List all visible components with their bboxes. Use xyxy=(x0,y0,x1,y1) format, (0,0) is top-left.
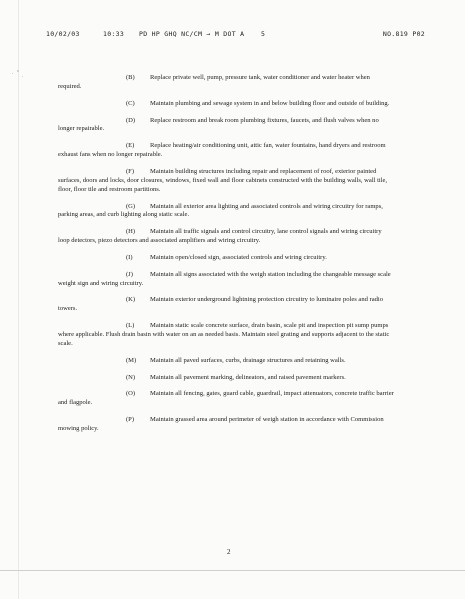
item-text: Maintain all fencing, gates, guard cable, guardrail, impact attenuators, concrete traffic barrier and flagpole. xyxy=(58,390,394,407)
list-item xyxy=(58,254,394,263)
scan-edge xyxy=(18,0,19,599)
item-text: Maintain all exterior area lighting and associated controls and wiring circuitry for ramps, parking areas, and curb lighting along static scale. xyxy=(58,202,383,219)
fax-number: NO.819 P02 xyxy=(382,30,425,38)
scan-speck xyxy=(22,76,23,77)
item-letter: (C) xyxy=(126,99,135,107)
list-item xyxy=(58,416,394,434)
list-item xyxy=(58,322,394,349)
item-text: Maintain all pavement marking, delineators, and raised pavement markers. xyxy=(150,373,346,381)
item-text: Maintain exterior underground lightning protection circuitry to luminaire poles and radio towers. xyxy=(58,296,383,313)
item-letter: (L) xyxy=(126,322,135,330)
item-text: Replace heating/air conditioning unit, attic fan, water fountains, hand dryers and restroom exhaust fans when no longer repairable. xyxy=(58,142,386,159)
item-letter: (P) xyxy=(126,416,135,424)
list-item xyxy=(58,142,394,160)
scan-speck xyxy=(12,73,13,74)
fax-sender: PD HP GHQ NC/CM → M DOT A xyxy=(139,30,245,38)
item-text: Maintain all traffic signals and control circuitry, lane control signals and wiring circuitry loop detectors, piezo detectors and associated amplifiers and wiring circuitry. xyxy=(58,228,382,245)
item-text: Replace restroom and break room plumbing fixtures, faucets, and flush valves when no longer repairable. xyxy=(58,116,379,133)
item-letter: (D) xyxy=(126,116,136,124)
item-letter: (J) xyxy=(126,270,133,278)
item-letter: (H) xyxy=(126,228,136,236)
item-letter: (O) xyxy=(126,390,136,398)
item-text: Maintain all paved surfaces, curbs, drainage structures and retaining walls. xyxy=(150,356,346,364)
fax-time: 10:33 xyxy=(103,30,125,38)
item-text: Maintain all signs associated with the weigh station including the changeable message scale weight sign and wiring circuitry. xyxy=(58,270,391,287)
list-item xyxy=(58,228,394,246)
item-letter: (E) xyxy=(126,142,135,150)
fax-page: 5 xyxy=(261,30,266,38)
item-letter: (N) xyxy=(126,373,136,381)
item-text: Maintain open/closed sign, associated controls and wiring circuitry. xyxy=(150,253,327,261)
list-item xyxy=(58,374,394,383)
list-item xyxy=(58,74,394,92)
item-letter: (B) xyxy=(126,74,135,81)
list-item xyxy=(58,117,394,135)
list-item xyxy=(58,100,394,109)
document-body xyxy=(58,74,394,442)
item-letter: (M) xyxy=(126,356,137,364)
item-text: Maintain building structures including repair and replacement of roof, exterior painted surfaces, doors and locks, door closures, windows, fixed wall and floor cabinets constructed with the building walls, wall tile, floor, floor tile and restroom partitions. xyxy=(58,167,388,193)
item-letter: (F) xyxy=(126,167,135,175)
list-item xyxy=(58,271,394,289)
item-text: Maintain grassed area around perimeter of weigh station in accordance with Commission mowing policy. xyxy=(58,416,384,432)
page-number: 2 xyxy=(227,548,231,556)
list-item xyxy=(58,296,394,314)
item-text: Maintain static scale concrete surface, drain basin, scale pit and inspection pit sump pumps where applicable. Flush drain basin with water on an as needed basis. Maintain steel grating and supports adjacent to the static scale. xyxy=(58,322,390,347)
list-item xyxy=(58,390,394,408)
list-item xyxy=(58,357,394,366)
scan-edge xyxy=(0,570,465,571)
item-letter: (G) xyxy=(126,202,136,210)
fax-header xyxy=(46,30,425,42)
item-letter: (I) xyxy=(126,253,133,261)
list-item xyxy=(58,203,394,221)
fax-date: 10/02/03 xyxy=(46,30,80,38)
item-text: Maintain plumbing and sewage system in and below building floor and outside of building. xyxy=(150,99,390,107)
list-item xyxy=(58,168,394,195)
item-letter: (K) xyxy=(126,296,136,304)
item-text: Replace private well, pump, pressure tank, water conditioner and water heater when required. xyxy=(58,74,370,90)
